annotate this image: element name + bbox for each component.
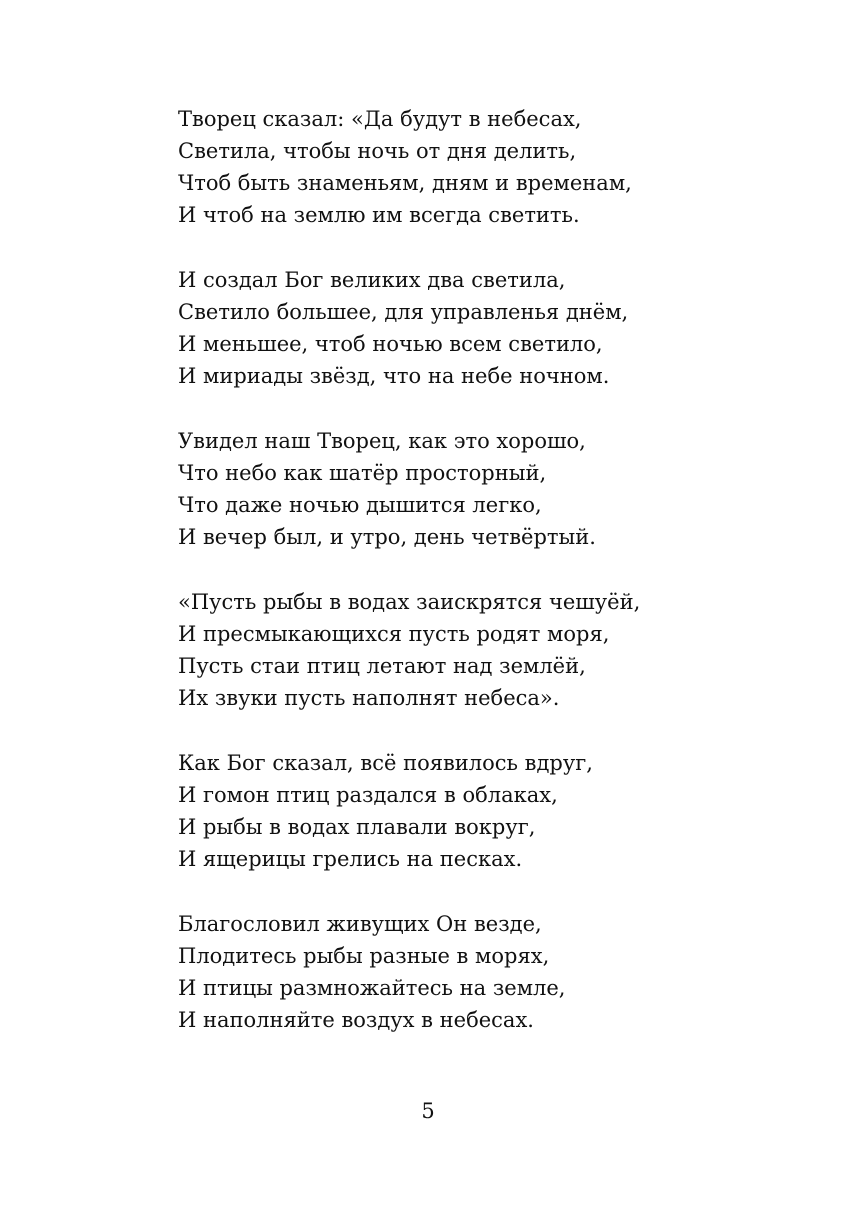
poem-line: Плодитесь рыбы разные в морях,: [178, 944, 550, 968]
page-number: 5: [421, 1099, 435, 1123]
poem-line: И чтоб на землю им всегда светить.: [178, 203, 580, 227]
poem-line: И гомон птиц раздался в облаках,: [178, 783, 558, 807]
stanza: [178, 747, 798, 875]
stanza: [178, 586, 798, 714]
stanza: [178, 908, 798, 1036]
poem-line: Чтоб быть знаменьям, дням и временам,: [178, 171, 632, 195]
poem-line: Светила, чтобы ночь от дня делить,: [178, 139, 577, 163]
poem: [178, 103, 798, 1069]
stanza: [178, 425, 798, 553]
poem-line: И меньшее, чтоб ночью всем светило,: [178, 332, 603, 356]
poem-line: Светило большее, для управленья днём,: [178, 300, 629, 324]
poem-line: И наполняйте воздух в небесах.: [178, 1008, 534, 1032]
poem-line: Пусть стаи птиц летают над землёй,: [178, 654, 586, 678]
poem-line: И вечер был, и утро, день четвёртый.: [178, 525, 596, 549]
stanza: [178, 264, 798, 392]
poem-line: И пресмыкающихся пусть родят моря,: [178, 622, 610, 646]
poem-line: И птицы размножайтесь на земле,: [178, 976, 566, 1000]
poem-line: И ящерицы грелись на песках.: [178, 847, 523, 871]
poem-line: Как Бог сказал, всё появилось вдруг,: [178, 751, 593, 775]
poem-line: Что даже ночью дышится легко,: [178, 493, 542, 517]
poem-line: Их звуки пусть наполнят небеса».: [178, 686, 560, 710]
poem-line: «Пусть рыбы в водах заискрятся чешуёй,: [178, 590, 641, 614]
poem-line: Благословил живущих Он везде,: [178, 912, 542, 936]
poem-line: И рыбы в водах плавали вокруг,: [178, 815, 536, 839]
poem-line: Что небо как шатёр просторный,: [178, 461, 547, 485]
poem-line: И мириады звёзд, что на небе ночном.: [178, 364, 610, 388]
poem-line: Творец сказал: «Да будут в небесах,: [178, 107, 582, 131]
poem-line: И создал Бог великих два светила,: [178, 268, 566, 292]
stanza: [178, 103, 798, 231]
poem-line: Увидел наш Творец, как это хорошо,: [178, 429, 586, 453]
